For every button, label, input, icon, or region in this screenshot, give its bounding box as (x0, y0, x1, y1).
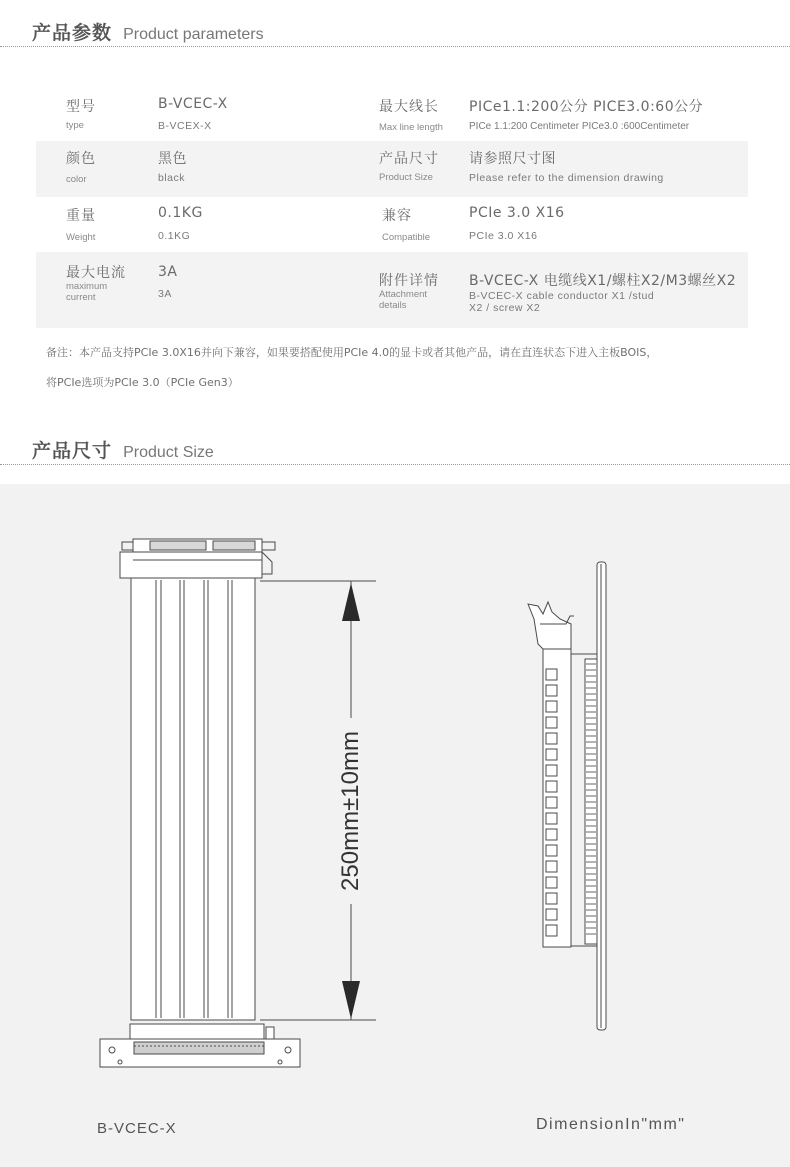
param-label-zh: 附件详情 (379, 273, 439, 289)
param-value: B-VCEC-X (158, 96, 228, 112)
param-value-sub: 0.1KG (158, 230, 191, 242)
bottom-slot (100, 1024, 300, 1067)
param-value: B-VCEC-X 电缆线X1/螺柱X2/M3螺丝X2 (469, 273, 737, 289)
param-value-sub: black (158, 172, 186, 184)
param-value-sub: PCIe 3.0 X16 (469, 230, 538, 242)
param-label-en: Max line length (379, 122, 443, 133)
model-caption: B-VCEC-X (97, 1120, 177, 1137)
ribbon-cable (131, 578, 255, 1020)
param-label-en: Product Size (379, 172, 433, 183)
param-value: PCIe 3.0 X16 (469, 205, 565, 221)
param-value: 0.1KG (158, 205, 203, 221)
param-label-zh: 最大电流 (66, 265, 126, 281)
top-connector (120, 539, 275, 578)
params-section-header (32, 18, 264, 48)
params-divider (0, 46, 790, 47)
param-value-sub: Please refer to the dimension drawing (469, 172, 664, 184)
param-row (36, 90, 748, 146)
param-label-en: Weight (66, 232, 96, 243)
param-label-zh: 型号 (66, 99, 96, 115)
params-title-zh: 产品参数 (32, 22, 113, 44)
params-title-en: Product parameters (123, 26, 264, 43)
unit-caption: DimensionIn"mm" (536, 1116, 686, 1133)
dimension-drawing (0, 484, 790, 1167)
note-line-2: 将PCIe选项为PCIe 3.0（PCIe Gen3） (46, 376, 239, 389)
param-label-zh: 颜色 (66, 151, 96, 167)
size-section-header (32, 436, 214, 466)
param-row (36, 252, 748, 328)
param-label-en: Compatible (382, 232, 431, 243)
param-label-zh: 最大线长 (379, 99, 439, 115)
size-title-zh: 产品尺寸 (32, 440, 113, 462)
param-value-sub: 3A (158, 288, 172, 300)
param-row (36, 199, 748, 255)
param-label-en: maximum current (66, 281, 108, 303)
param-value: PICe1.1:200公分 PICE3.0:60公分 (469, 99, 704, 115)
param-label-en: color (66, 174, 87, 185)
param-label-zh: 产品尺寸 (379, 151, 439, 167)
param-label-zh: 重量 (66, 208, 96, 224)
param-row (36, 141, 748, 197)
param-value-sub: PICe 1.1:200 Centimeter PICe3.0 :600Centimeter (469, 121, 690, 132)
param-label-en: Attachment details (379, 289, 428, 311)
param-label-zh: 兼容 (382, 208, 412, 224)
size-title-en: Product Size (123, 444, 214, 461)
param-value: 黑色 (158, 151, 187, 167)
param-value-sub: B-VCEX-X (158, 120, 212, 132)
size-divider (0, 464, 790, 465)
param-value-sub: B-VCEC-X cable conductor X1 /stud X2 / screw X2 (469, 290, 655, 314)
param-label-en: type (66, 120, 84, 131)
param-value: 3A (158, 264, 178, 280)
param-value: 请参照尺寸图 (469, 151, 556, 167)
side-view (528, 562, 606, 1030)
note-line-1: 备注：本产品支持PCIe 3.0X16并向下兼容，如果要搭配使用PCIe 4.0的显卡或者其他产品，请在直连状态下进入主板BOIS， (46, 346, 658, 359)
dimension-label: 250mm±10mm (337, 727, 365, 895)
